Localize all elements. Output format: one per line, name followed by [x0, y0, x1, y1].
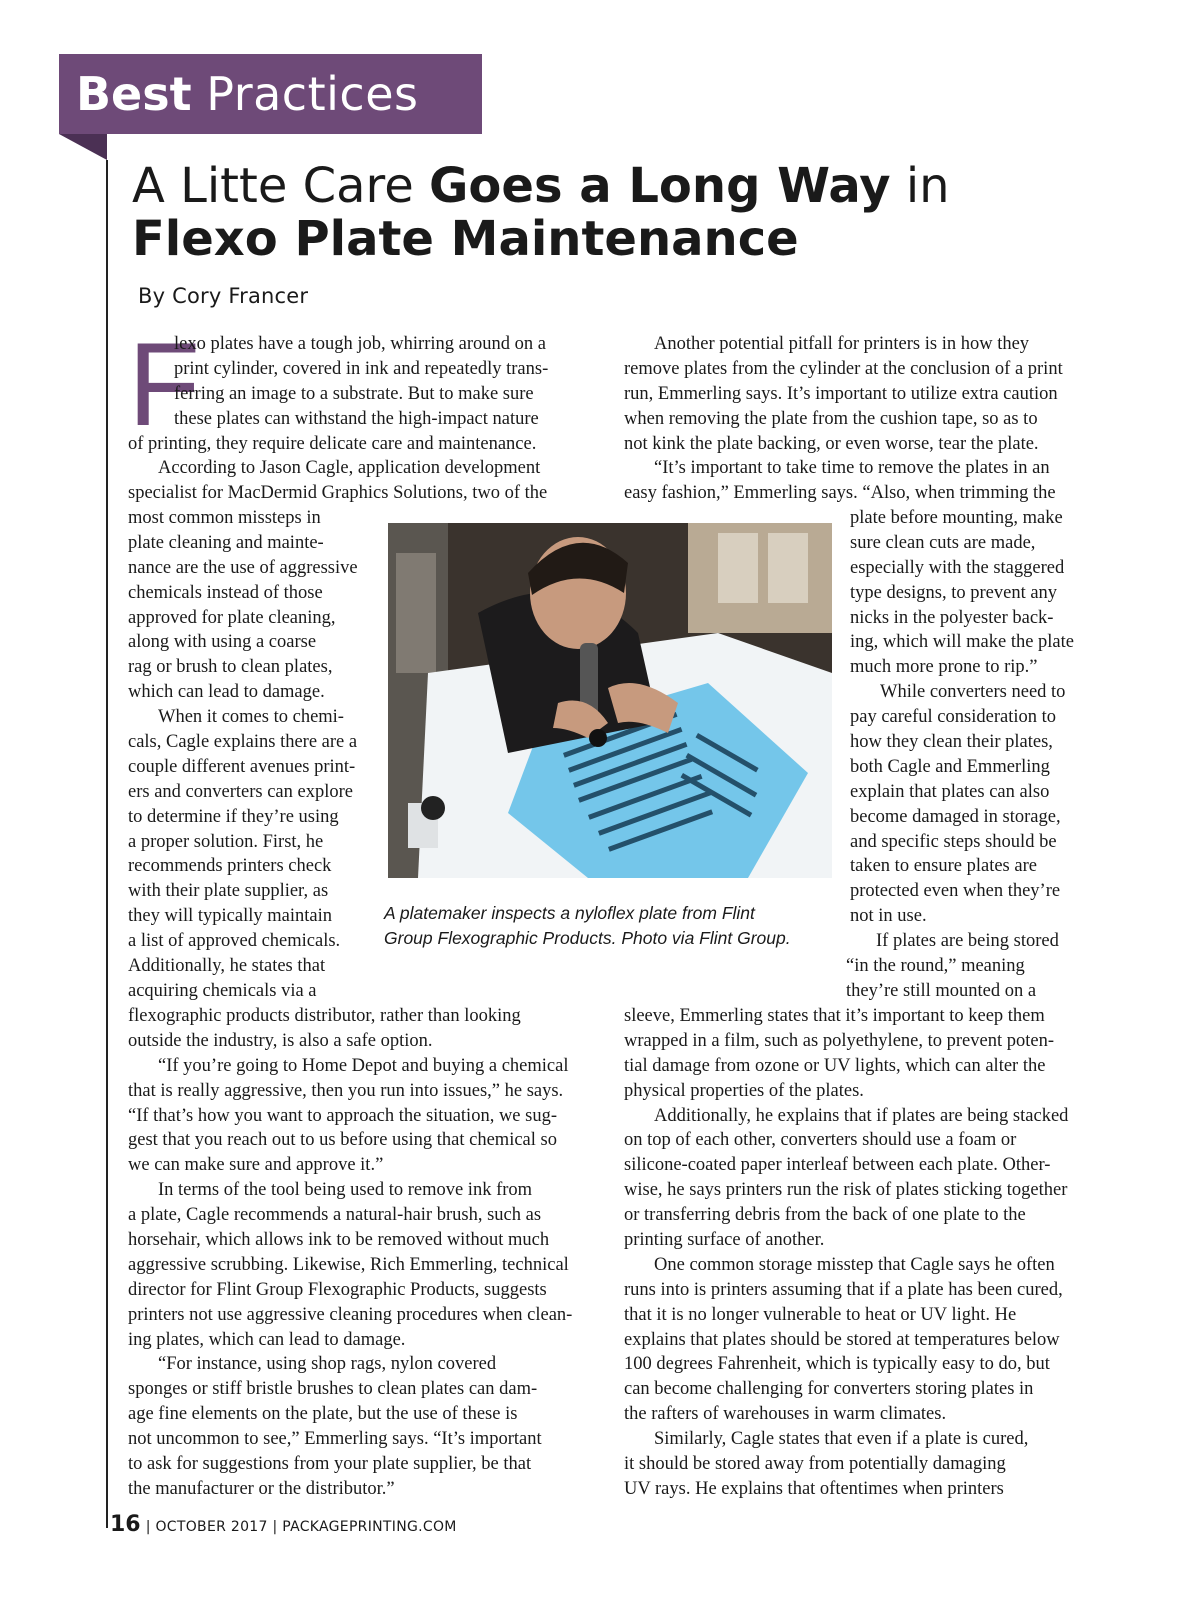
text-line: can become challenging for converters storing plates in: [624, 1379, 1034, 1400]
text-line: these plates can withstand the high-impact nature: [174, 408, 539, 429]
byline: By Cory Francer: [138, 284, 309, 308]
text-line: recommends printers check: [128, 856, 332, 877]
text-line: type designs, to prevent any: [850, 582, 1058, 603]
text-line: plate cleaning and mainte-: [128, 532, 324, 553]
text-line: ing plates, which can lead to damage.: [128, 1329, 406, 1350]
text-line: In terms of the tool being used to remove ink from: [158, 1180, 533, 1201]
text-line: tial damage from ozone or UV lights, which can alter the: [624, 1055, 1046, 1076]
text-line: to determine if they’re using: [128, 806, 339, 827]
text-line: chemicals instead of those: [128, 582, 323, 603]
text-line: 100 degrees Fahrenheit, which is typically easy to do, but: [624, 1354, 1050, 1375]
text-line: sponges or stiff bristle brushes to clean plates can dam-: [128, 1379, 538, 1400]
column-2-narrow: [846, 506, 1074, 1004]
text-line: remove plates from the cylinder at the conclusion of a print: [624, 358, 1063, 379]
text-line: Additionally, he explains that if plates are being stacked: [654, 1105, 1069, 1126]
text-line: runs into is printers assuming that if a plate has been cured,: [624, 1279, 1063, 1300]
text-line: that it is no longer vulnerable to heat or UV light. He: [624, 1304, 1017, 1325]
text-line: not uncommon to see,” Emmerling says. “It’s important: [128, 1429, 542, 1450]
text-line: printing surface of another.: [624, 1230, 825, 1251]
column-2-top: [624, 332, 1063, 506]
text-line: silicone-coated paper interleaf between each plate. Other-: [624, 1155, 1051, 1176]
text-line: flexographic products distributor, rather than looking: [128, 1006, 521, 1026]
text-line: One common storage misstep that Cagle says he often: [654, 1254, 1055, 1275]
text-line: wise, he says printers run the risk of plates sticking together: [624, 1180, 1068, 1201]
text-line: “in the round,” meaning: [846, 956, 1025, 977]
footer-issue-info: | OCTOBER 2017 | PACKAGEPRINTING.COM: [145, 1519, 457, 1535]
text-line: we can make sure and approve it.”: [128, 1155, 384, 1176]
text-line: “It’s important to take time to remove the plates in an: [654, 458, 1050, 479]
text-line: “For instance, using shop rags, nylon covered: [158, 1354, 497, 1375]
text-line: they will typically maintain: [128, 906, 332, 927]
text-line: both Cagle and Emmerling: [850, 756, 1050, 777]
text-line: Another potential pitfall for printers is in how they: [654, 334, 1030, 354]
text-line: lexo plates have a tough job, whirring around on a: [174, 334, 546, 354]
caption-line: A platemaker inspects a nyloflex plate from Flint: [384, 903, 755, 923]
text-line: a list of approved chemicals.: [128, 931, 341, 952]
headline-end: in: [905, 158, 950, 214]
text-line: the manufacturer or the distributor.”: [128, 1478, 395, 1499]
text-line: While converters need to: [880, 682, 1066, 703]
text-line: easy fashion,” Emmerling says. “Also, when trimming the: [624, 483, 1056, 504]
text-line: which can lead to damage.: [128, 682, 325, 703]
text-line: Similarly, Cagle states that even if a plate is cured,: [654, 1429, 1029, 1450]
text-line: of printing, they require delicate care and maintenance.: [128, 433, 537, 454]
text-line: a plate, Cagle recommends a natural-hair brush, such as: [128, 1205, 542, 1226]
column-1-bottom: [128, 1004, 572, 1502]
text-line: along with using a coarse: [128, 632, 317, 653]
text-line: how they clean their plates,: [850, 732, 1053, 753]
text-line: on top of each other, converters should use a foam or: [624, 1130, 1017, 1151]
text-line: not in use.: [850, 906, 927, 927]
column-2-bottom: [624, 1004, 1068, 1502]
text-line: gest that you reach out to us before using that chemical so: [128, 1130, 557, 1151]
text-line: with their plate supplier, as: [128, 881, 329, 902]
banner-fold: [59, 134, 107, 160]
text-line: nance are the use of aggressive: [128, 557, 358, 578]
text-line: most common missteps in: [128, 508, 321, 528]
headline-bold: Goes a Long Way: [429, 158, 891, 214]
headline-light: A Litte Care: [132, 158, 414, 214]
text-line: “If you’re going to Home Depot and buying a chemical: [158, 1055, 569, 1076]
text-line: pay careful consideration to: [850, 707, 1056, 728]
text-line: wrapped in a film, such as polyethylene, to prevent poten-: [624, 1030, 1054, 1051]
article-photo: [388, 523, 832, 878]
text-line: the rafters of warehouses in warm climates.: [624, 1404, 947, 1425]
text-line: “If that’s how you want to approach the situation, we sug-: [128, 1105, 557, 1126]
text-line: they’re still mounted on a: [846, 980, 1037, 1001]
text-line: a proper solution. First, he: [128, 831, 324, 852]
text-line: taken to ensure plates are: [850, 856, 1037, 877]
platemaker-photo: [388, 523, 832, 878]
photo-caption: [384, 901, 844, 951]
text-line: much more prone to rip.”: [850, 657, 1038, 678]
text-line: sure clean cuts are made,: [850, 532, 1036, 553]
text-line: rag or brush to clean plates,: [128, 657, 333, 678]
page-footer: [110, 1512, 457, 1537]
text-line: couple different avenues print-: [128, 756, 356, 777]
text-line: when removing the plate from the cushion tape, so as to: [624, 408, 1038, 429]
text-line: horsehair, which allows ink to be removed without much: [128, 1230, 550, 1251]
text-line: ing, which will make the plate: [850, 632, 1074, 653]
text-line: printers not use aggressive cleaning procedures when clean-: [128, 1304, 573, 1325]
section-label: [76, 62, 418, 126]
vertical-rule: [106, 160, 108, 1528]
text-line: print cylinder, covered in ink and repeatedly trans-: [174, 358, 549, 379]
text-line: age fine elements on the plate, but the use of these is: [128, 1404, 518, 1425]
text-line: outside the industry, is also a safe option.: [128, 1030, 433, 1051]
text-line: aggressive scrubbing. Likewise, Rich Emmerling, technical: [128, 1254, 569, 1275]
section-label-light: Practices: [206, 67, 419, 121]
headline-line-2: Flexo Plate Maintenance: [132, 211, 799, 267]
text-line: Additionally, he states that: [128, 956, 326, 977]
text-line: and specific steps should be: [850, 831, 1057, 852]
text-line: protected even when they’re: [850, 881, 1061, 902]
text-line: ers and converters can explore: [128, 781, 353, 802]
text-line: or transferring debris from the back of one plate to the: [624, 1205, 1026, 1226]
text-line: sleeve, Emmerling states that it’s important to keep them: [624, 1006, 1045, 1026]
column-1-narrow: [128, 506, 358, 1004]
text-line: explains that plates should be stored at temperatures below: [624, 1329, 1060, 1350]
text-line: that is really aggressive, then you run into issues,” he says.: [128, 1080, 564, 1101]
text-line: explain that plates can also: [850, 781, 1050, 802]
caption-line: Group Flexographic Products. Photo via Flint Group.: [384, 928, 791, 948]
text-line: If plates are being stored: [876, 931, 1059, 952]
text-line: When it comes to chemi-: [158, 707, 344, 728]
section-label-bold: Best: [76, 67, 192, 121]
text-line: acquiring chemicals via a: [128, 980, 317, 1001]
text-line: run, Emmerling says. It’s important to utilize extra caution: [624, 383, 1058, 404]
text-line: nicks in the polyester back-: [850, 607, 1054, 628]
text-line: it should be stored away from potentially damaging: [624, 1454, 1006, 1475]
text-line: ferring an image to a substrate. But to make sure: [174, 383, 534, 404]
text-line: especially with the staggered: [850, 557, 1065, 578]
text-line: physical properties of the plates.: [624, 1080, 864, 1101]
text-line: approved for plate cleaning,: [128, 607, 336, 628]
text-line: specialist for MacDermid Graphics Solutions, two of the: [128, 483, 548, 504]
text-line: director for Flint Group Flexographic Products, suggests: [128, 1279, 547, 1300]
page-number: 16: [110, 1512, 141, 1537]
text-line: cals, Cagle explains there are a: [128, 732, 358, 753]
article-headline: [132, 160, 1132, 266]
drop-cap: F: [128, 319, 201, 451]
text-line: According to Jason Cagle, application development: [158, 458, 541, 479]
column-1-top: [128, 319, 549, 506]
text-line: plate before mounting, make: [850, 508, 1063, 528]
text-line: UV rays. He explains that oftentimes when printers: [624, 1478, 1004, 1499]
text-line: to ask for suggestions from your plate supplier, be that: [128, 1454, 532, 1475]
text-line: not kink the plate backing, or even worse, tear the plate.: [624, 433, 1039, 454]
text-line: become damaged in storage,: [850, 806, 1061, 827]
